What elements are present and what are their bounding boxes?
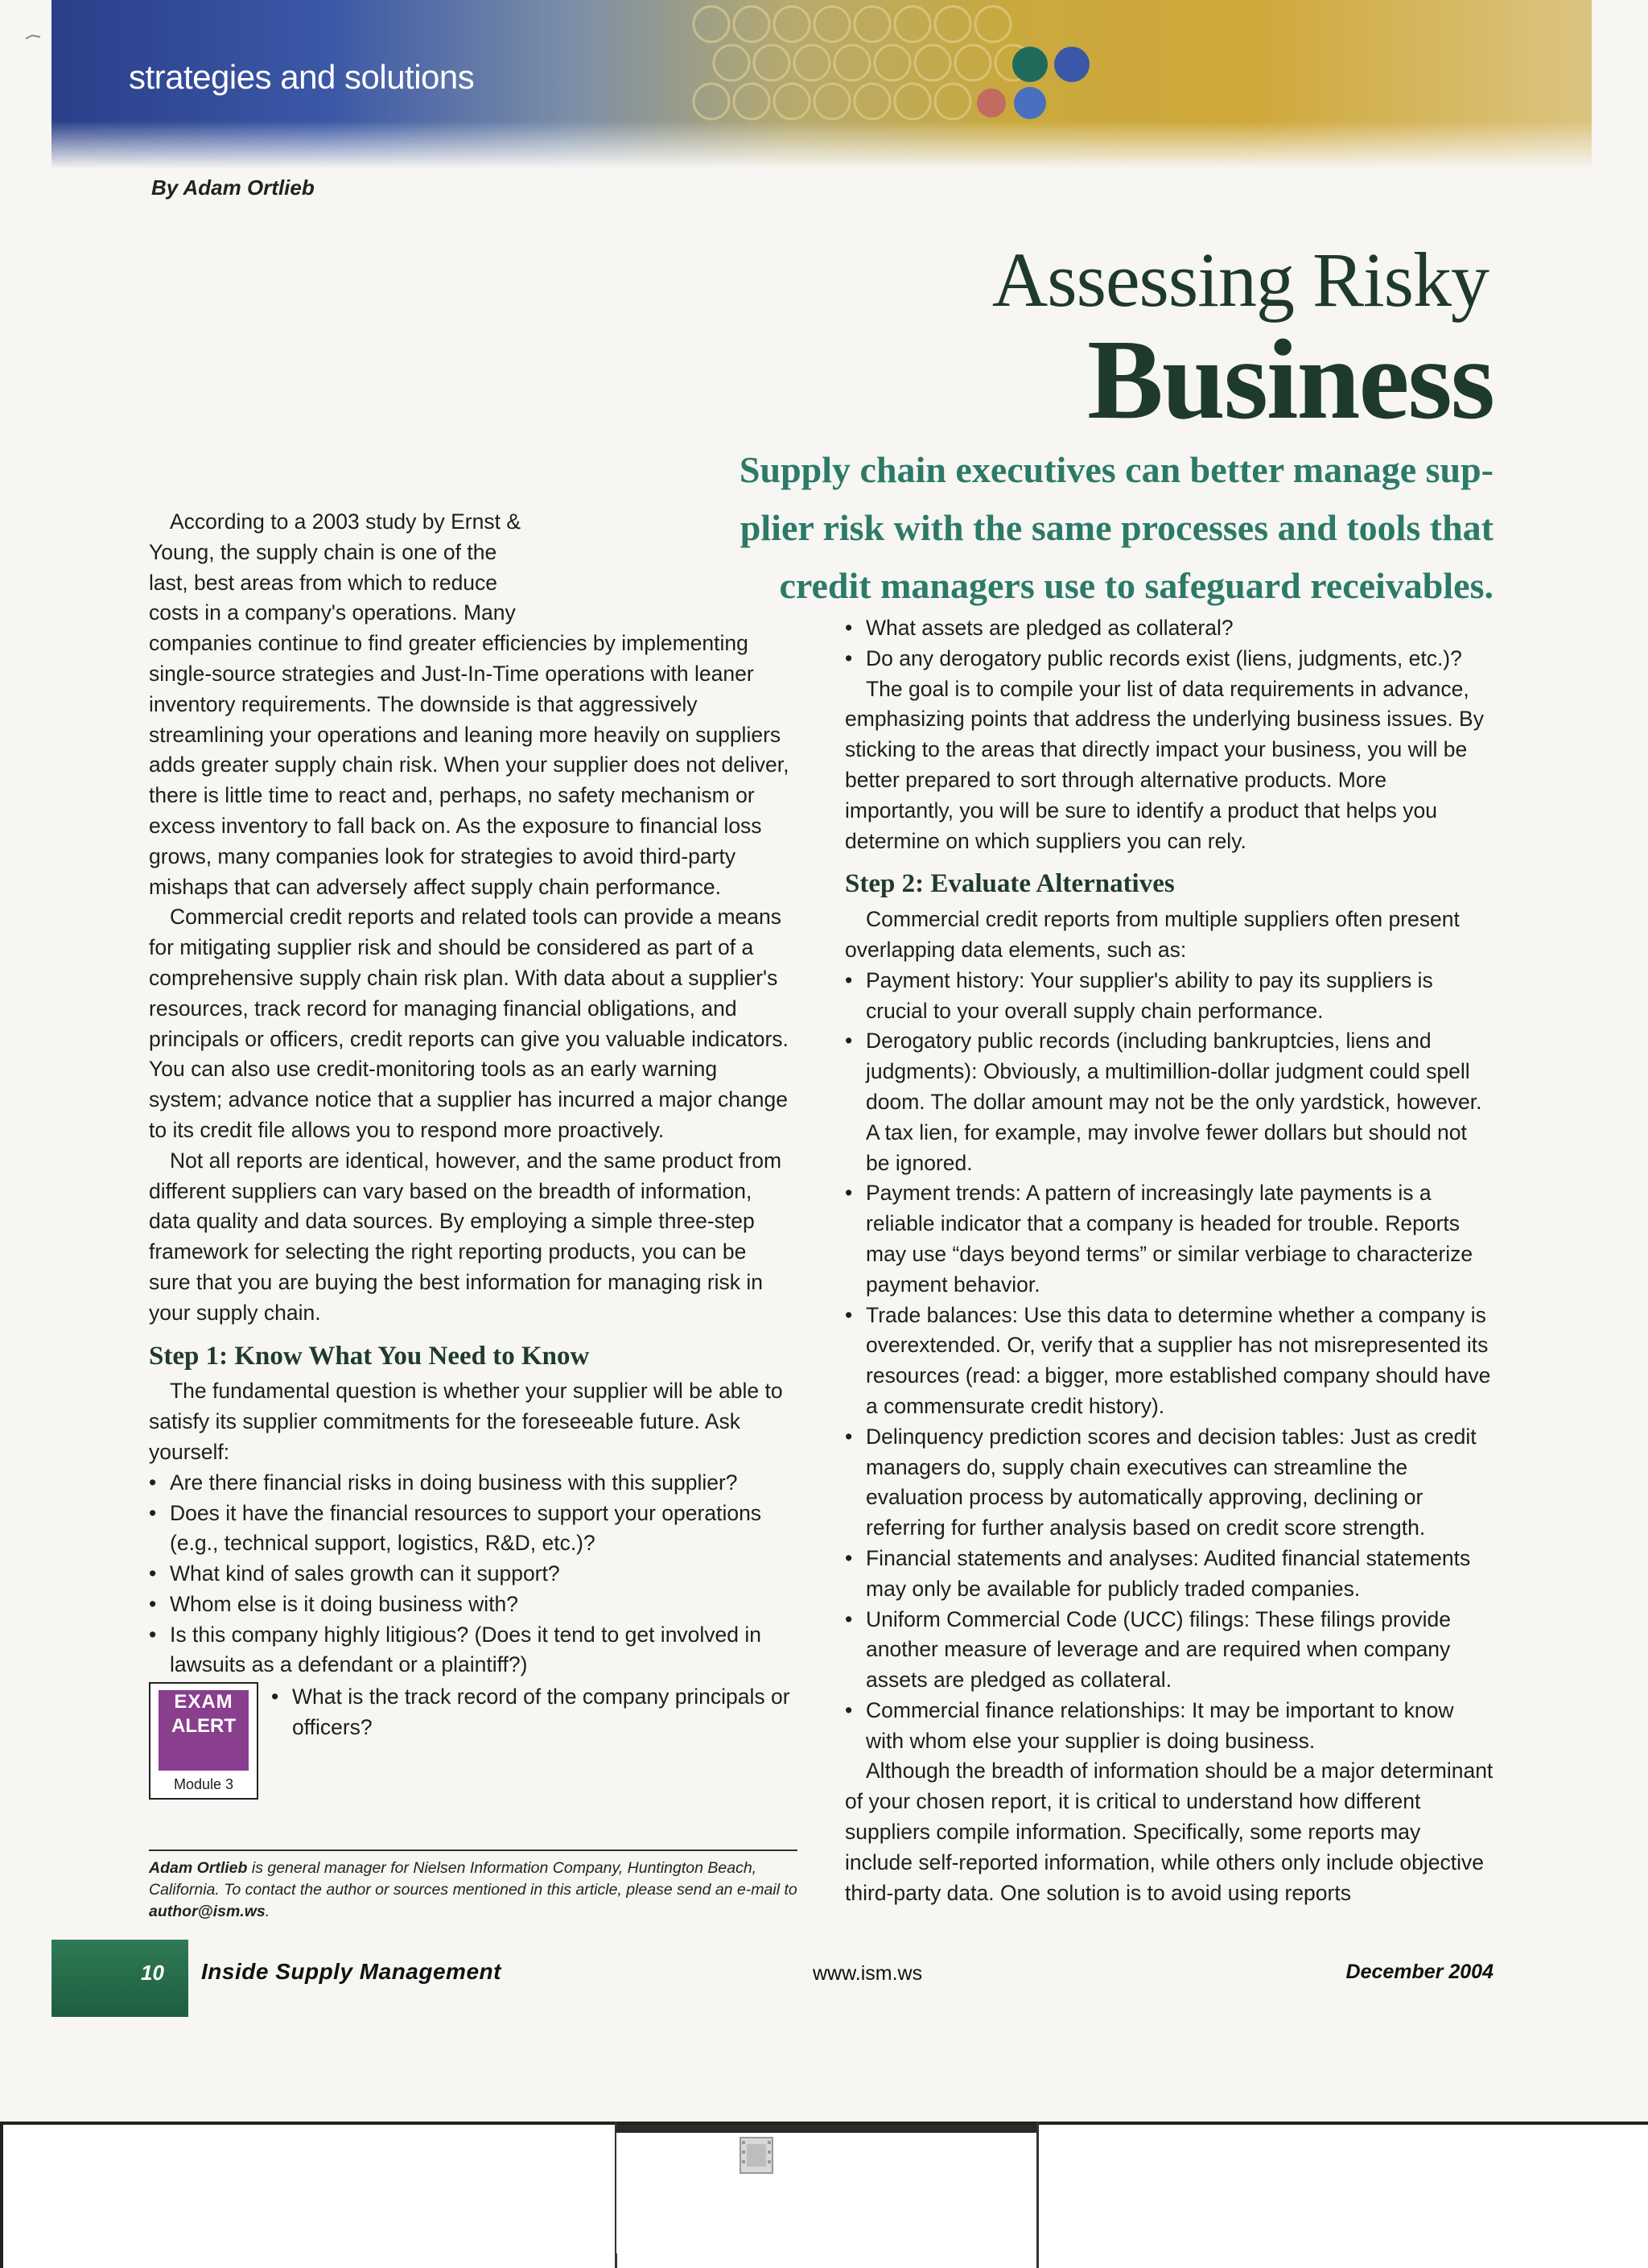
exam-alert-badge (149, 1682, 258, 1800)
list-item: • Does it have the financial resources to support your operations (e.g., technical support, logistics, R&D, etc.)? (149, 1499, 793, 1560)
list-item: • Payment trends: A pattern of increasingly late payments is a reliable indicator that a company is headed for trouble. Reports may use “days beyond terms” or similar verbiage to characterize payment behavior. (845, 1178, 1494, 1300)
left-column (149, 507, 793, 1800)
module-label: Module 3 (173, 1776, 234, 1793)
exam-alert-row (149, 1682, 793, 1800)
paragraph: Commercial credit reports from multiple suppliers often present overlapping data elements, such as: (845, 907, 1460, 962)
list-item: • Delinquency prediction scores and decision tables: Just as credit managers do, supply chain executives can streamline the evaluation process by automatically approving, declining or referring for further analysis based on credit score strength. (845, 1422, 1494, 1544)
paragraph: Although the breadth of information should be a major determinant of your chosen report, it is critical to understand how different suppliers compile information. Specifically, some reports may include self-reported information, while others only include objective third-party data. One solution is to avoid using reports (845, 1759, 1494, 1905)
list-item: • Trade balances: Use this data to determine whether a company is overextended. Or, verify that a supplier has not misrepresented its resources (read: a bigger, more established company should have a commensurate credit history). (845, 1301, 1494, 1422)
right-column (845, 613, 1494, 1908)
film-strip-icon (735, 2134, 777, 2176)
scan-mark-icon (24, 32, 42, 43)
list-item: • What assets are pledged as collateral? (845, 613, 1494, 644)
list-item: • Are there financial risks in doing business with this supplier? (149, 1468, 793, 1499)
step-2-heading: Step 2: Evaluate Alternatives (845, 869, 1175, 899)
list-item: • Derogatory public records (including bankruptcies, liens and judgments): Obviously, a multimillion-dollar judgment could spell doom. The dollar amount may not be the only yardstick, however. A tax lien, for example, may involve fewer dollars but should not be ignored. (845, 1026, 1494, 1178)
issue-date: December 2004 (1345, 1961, 1494, 1983)
step-1-heading: Step 1: Know What You Need to Know (149, 1341, 590, 1371)
step-1-question-list-continued (271, 1682, 793, 1743)
paragraph: The fundamental question is whether your supplier will be able to satisfy its supplier commitments for the foreseeable future. Ask yourself: (149, 1379, 783, 1464)
publication-website: www.ism.ws (813, 1962, 923, 1985)
footnote-end: . (265, 1903, 270, 1920)
list-item: • Uniform Commercial Code (UCC) filings: These filings provide another measure of leverage and are required when company assets are pledged as collateral. (845, 1605, 1494, 1696)
intro-line: Young, the supply chain is one of the (149, 539, 497, 564)
list-item: • Financial statements and analyses: Audited financial statements may only be available for publicly traded companies. (845, 1544, 1494, 1605)
paragraph: The goal is to compile your list of data requirements in advance, emphasizing points that address the underlying business issues. By sticking to the areas that directly impact your business, you will be better prepared to sort through alternative products. More importantly, you will be sure to identify a product that helps you determine on which suppliers you can rely. (845, 676, 1484, 853)
page-number: 10 (141, 1961, 164, 1985)
section-banner (52, 0, 1592, 169)
list-item: • What is the track record of the company principals or officers? (271, 1682, 793, 1743)
alert-label: ALERT (171, 1715, 236, 1738)
section-label: strategies and solutions (129, 58, 475, 96)
author-footnote (149, 1858, 797, 1923)
list-item: • What kind of sales growth can it support? (149, 1559, 793, 1590)
headline-line-1: Assessing Risky (991, 237, 1489, 323)
publication-name: Inside Supply Management (201, 1959, 501, 1984)
question-list-continued (845, 613, 1494, 674)
deck-line: credit managers use to safeguard receivables. (779, 565, 1494, 606)
intro-line: last, best areas from which to reduce (149, 570, 498, 595)
scan-frame (616, 2125, 1036, 2254)
list-item: • Payment history: Your supplier's ability to pay its suppliers is crucial to your overall supply chain performance. (845, 966, 1494, 1027)
intro-line: According to a 2003 study by Ernst & (170, 509, 521, 534)
byline: By Adam Ortlieb (151, 175, 315, 200)
list-item: • Is this company highly litigious? (Does it tend to get involved in lawsuits as a defendant or a plaintiff?) (149, 1620, 793, 1681)
author-email: author@ism.ws (149, 1903, 266, 1920)
footnote-text: is general manager for Nielsen Information Company, Huntington Beach, California. To contact the author or sources mentioned in this article, please send an e-mail to (149, 1859, 797, 1899)
deck-line: Supply chain executives can better manage sup- (739, 449, 1494, 490)
headline-line-2: Business (1087, 315, 1494, 443)
exam-label: EXAM (174, 1691, 233, 1713)
list-item: • Whom else is it doing business with? (149, 1590, 793, 1620)
list-item: • Commercial finance relationships: It may be important to know with whom else your supplier is doing business. (845, 1696, 1494, 1757)
intro-paragraph-start (149, 507, 551, 629)
footnote-divider (149, 1849, 797, 1851)
paragraph: Not all reports are identical, however, and the same product from different suppliers can vary based on the breadth of information, data quality and data sources. By employing a simple three-step framework for selecting the right reporting products, you can be sure that you are buying the best information for managing risk in your supply chain. (149, 1148, 782, 1325)
scan-divider-right (1036, 2122, 1039, 2268)
deck-line: plier risk with the same processes and tools that (740, 507, 1494, 548)
author-name: Adam Ortlieb (149, 1859, 248, 1877)
page-number-tab (52, 1940, 188, 2017)
paragraph: Commercial credit reports and related tools can provide a means for mitigating supplier risk and should be considered as part of a comprehensive supply chain risk plan. With data about a supplier's resources, track record for managing financial obligations, and principals or officers, credit reports can give you valuable indicators. You can also use credit-monitoring tools as an early warning system; advance notice that a supplier has incurred a major change to its credit file allows you to respond more proactively. (149, 905, 789, 1142)
scan-edge-left (0, 2122, 3, 2268)
paragraph: companies continue to find greater efficiencies by implementing single-source strategies and Just-In-Time operations with leaner inventory requirements. The downside is that aggressively streamlining your operations and leaning more heavily on suppliers adds greater supply chain risk. When your supplier does not deliver, there is little time to react and, perhaps, no safety mechanism or excess inventory to fall back on. As the exposure to financial loss grows, many companies look for strategies to avoid third-party mishaps that can adversely affect supply chain performance. (149, 631, 789, 899)
intro-line: costs in a company's operations. Many (149, 600, 516, 625)
step-1-question-list (149, 1468, 793, 1681)
data-elements-list (845, 966, 1494, 1757)
list-item: • Do any derogatory public records exist (liens, judgments, etc.)? (845, 644, 1494, 674)
exam-alert-logo (159, 1690, 249, 1771)
decorative-rings-graphic (663, 0, 1242, 161)
